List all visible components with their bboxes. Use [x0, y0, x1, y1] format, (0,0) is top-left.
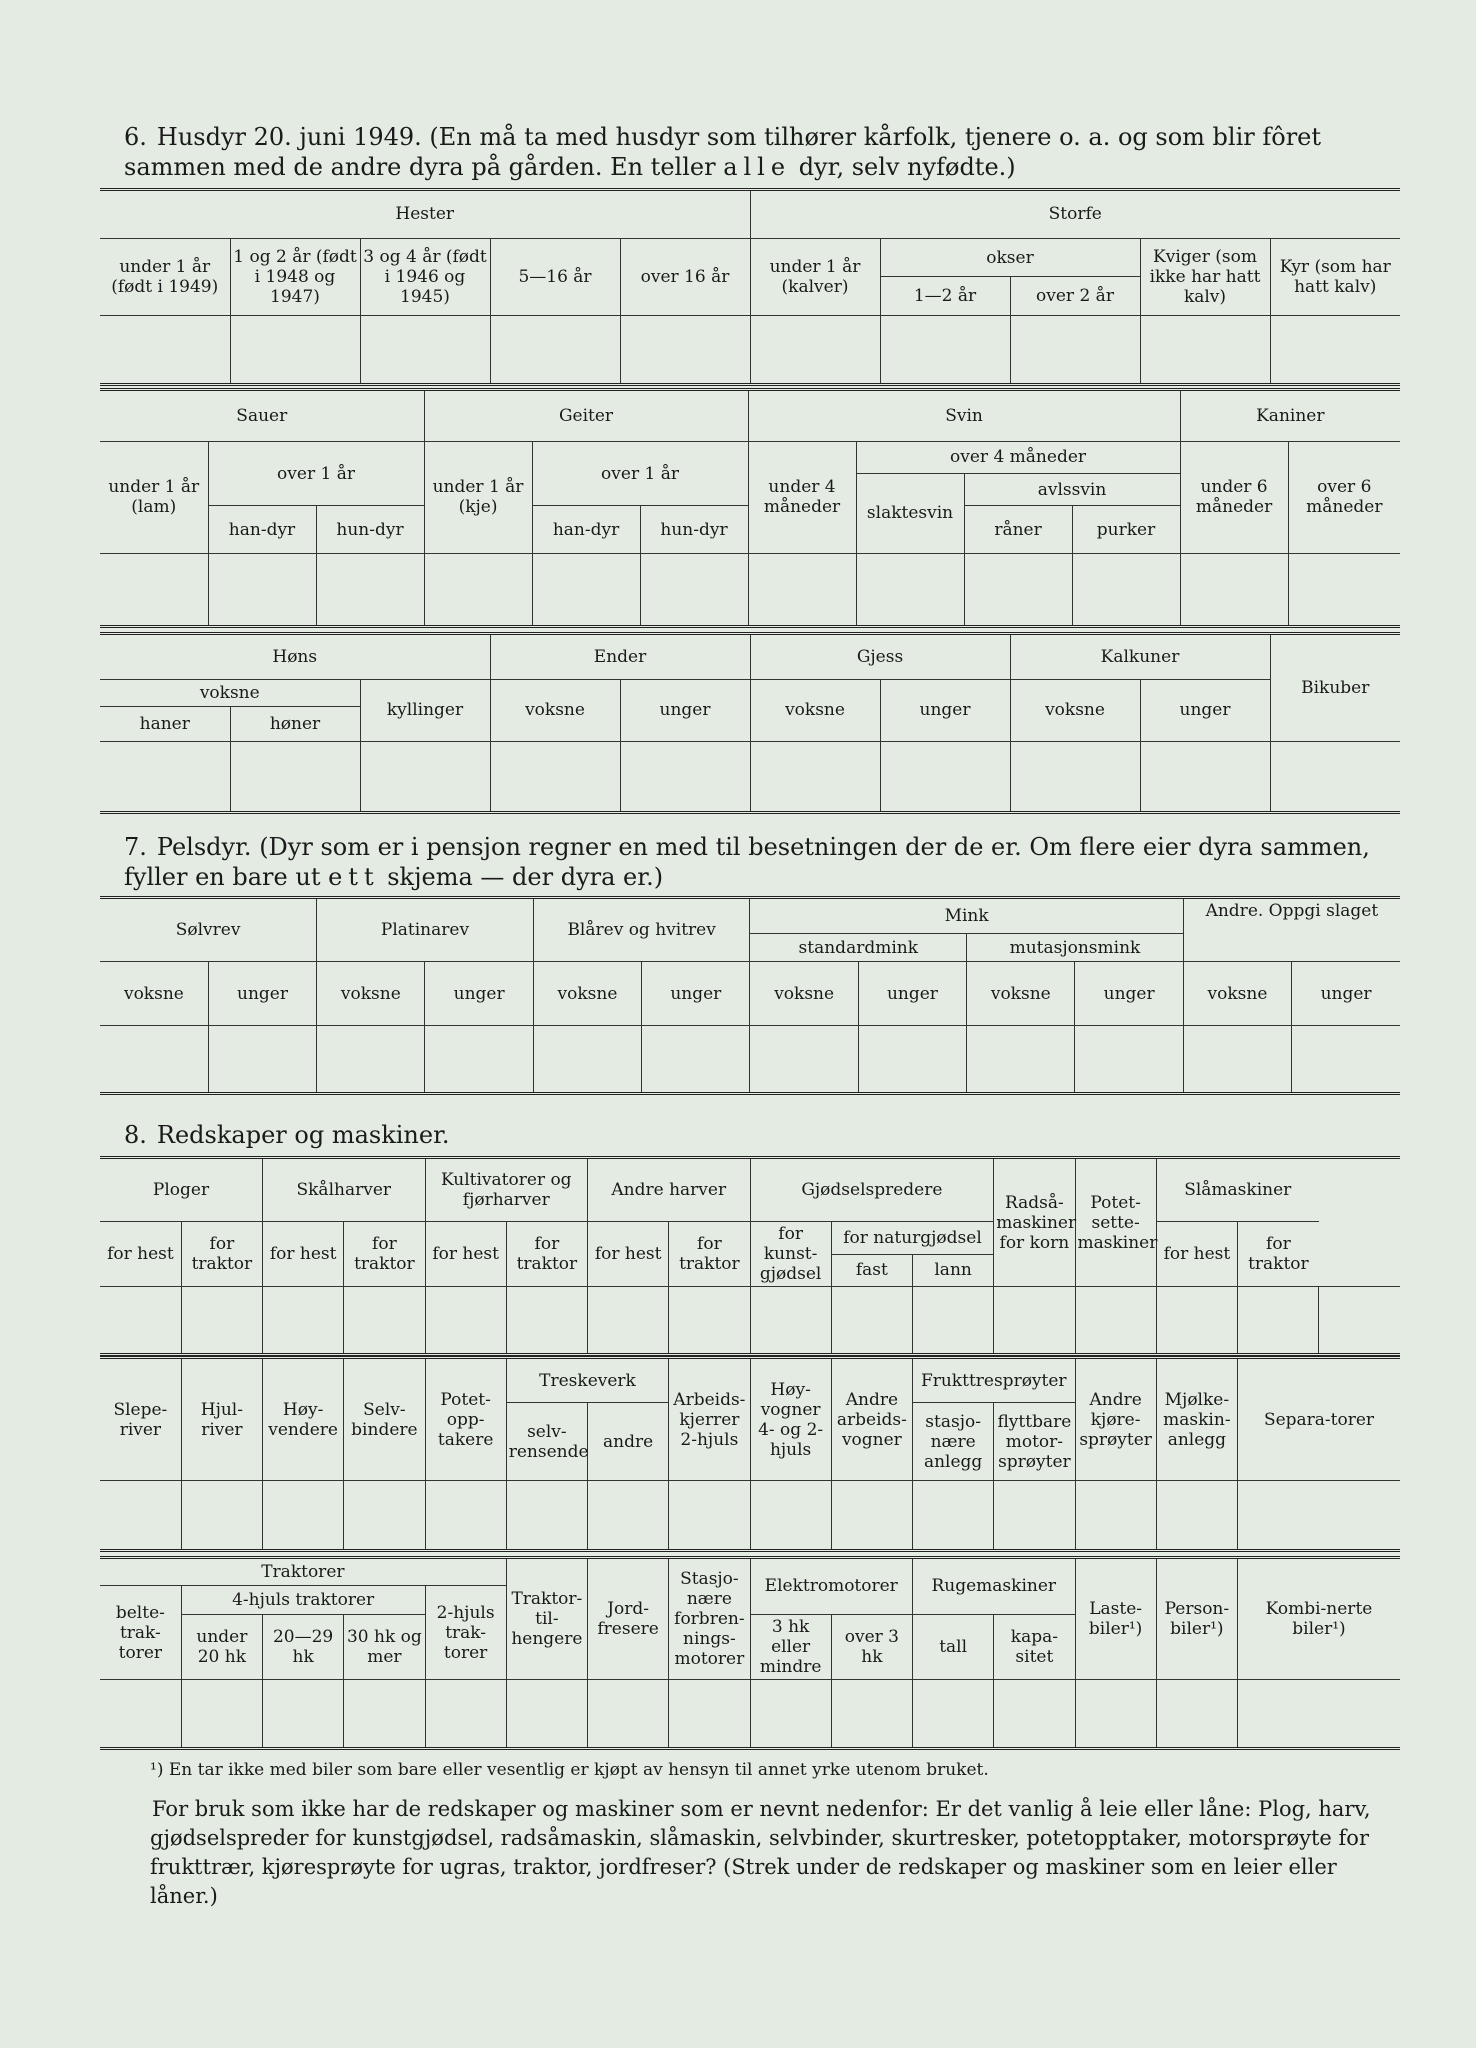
input-cell[interactable] — [425, 1026, 533, 1094]
input-cell[interactable] — [100, 1481, 181, 1551]
input-cell[interactable] — [360, 315, 490, 384]
input-cell[interactable] — [880, 315, 1010, 384]
col-kje: under 1 år (kje) — [424, 441, 532, 553]
section-8-heading: 8. Redskaper og maskiner. — [124, 1121, 450, 1149]
input-cell[interactable] — [100, 742, 230, 813]
col-potetsettemaskiner: Potet-sette-maskiner — [1075, 1158, 1156, 1287]
input-cell[interactable] — [750, 1026, 858, 1094]
table-redskaper-3 — [100, 1556, 1400, 1750]
header-sau-over1: over 1 år — [208, 441, 424, 506]
col-sau-hundyr: hun-dyr — [316, 506, 424, 553]
input-cell[interactable] — [1140, 315, 1270, 384]
header-gjodselspredere: Gjødselspredere — [750, 1158, 994, 1222]
input-cell[interactable] — [100, 1026, 208, 1094]
col-ender-unger: unger — [620, 679, 750, 741]
header-okser: okser — [880, 238, 1140, 277]
input-cell[interactable] — [1075, 1481, 1156, 1551]
input-cell[interactable] — [424, 553, 532, 626]
input-cell[interactable] — [1156, 1481, 1237, 1551]
col-hest-3-4: 3 og 4 år (født i 1946 og 1945) — [360, 238, 490, 315]
input-cell[interactable] — [263, 1287, 344, 1355]
input-cell[interactable] — [994, 1680, 1075, 1749]
col-voksne: voksne — [100, 962, 208, 1026]
input-cell[interactable] — [344, 1481, 425, 1551]
input-cell[interactable] — [1075, 1287, 1156, 1355]
input-cell[interactable] — [532, 553, 640, 626]
col-2hjuls-traktorer: 2-hjuls trak-torer — [425, 1586, 506, 1680]
col-personbiler: Person-biler¹) — [1156, 1558, 1237, 1680]
header-treskeverk: Treskeverk — [506, 1358, 669, 1403]
col-radsamaskiner: Radså-maskiner for korn — [994, 1158, 1075, 1287]
col-hoyvogner: Høy-vogner 4- og 2-hjuls — [750, 1358, 831, 1481]
col-hest-under1: under 1 år (født i 1949) — [100, 238, 230, 315]
col-for-traktor: for traktor — [181, 1222, 262, 1287]
input-cell[interactable] — [640, 553, 748, 626]
input-cell[interactable] — [1270, 742, 1400, 813]
col-potetopptakere: Potet-opp-takere — [425, 1358, 506, 1481]
input-cell[interactable] — [994, 1481, 1075, 1551]
col-purker: purker — [1072, 506, 1180, 553]
col-voksne: voksne — [967, 962, 1075, 1026]
header-andre-harver: Andre harver — [588, 1158, 751, 1222]
col-hoyvendere: Høy-vendere — [263, 1358, 344, 1481]
col-for-hest: for hest — [263, 1222, 344, 1287]
header-gjess: Gjess — [750, 634, 1010, 680]
input-cell[interactable] — [344, 1680, 425, 1749]
input-cell[interactable] — [506, 1481, 587, 1551]
input-cell[interactable] — [1010, 315, 1140, 384]
col-for-traktor: for traktor — [344, 1222, 425, 1287]
input-cell[interactable] — [1072, 553, 1180, 626]
input-cell[interactable] — [1183, 1026, 1291, 1094]
input-cell[interactable] — [858, 1026, 966, 1094]
col-selvrensende: selv-rensende — [506, 1403, 587, 1481]
header-geit-over1: over 1 år — [532, 441, 748, 506]
col-unger: unger — [642, 962, 750, 1026]
input-cell[interactable] — [856, 553, 964, 626]
input-cell[interactable] — [360, 742, 490, 813]
header-storfe: Storfe — [750, 190, 1400, 239]
input-cell[interactable] — [750, 315, 880, 384]
input-cell[interactable] — [181, 1287, 262, 1355]
col-lastebiler: Laste-biler¹) — [1075, 1558, 1156, 1680]
input-cell[interactable] — [425, 1481, 506, 1551]
col-svin-under4: under 4 måneder — [748, 441, 856, 553]
input-cell[interactable] — [490, 742, 620, 813]
header-kultivatorer: Kultivatorer og fjørharver — [425, 1158, 588, 1222]
col-kanin-under6: under 6 måneder — [1180, 441, 1288, 553]
header-4hjuls-traktorer: 4-hjuls traktorer — [181, 1586, 425, 1614]
header-sauer: Sauer — [100, 390, 424, 442]
input-cell[interactable] — [748, 553, 856, 626]
input-cell[interactable] — [588, 1680, 669, 1749]
input-cell[interactable] — [506, 1287, 587, 1355]
input-cell[interactable] — [181, 1481, 262, 1551]
col-30hk-og-mer: 30 hk og mer — [344, 1614, 425, 1680]
col-kjoresproyter: Andre kjøre-sprøyter — [1075, 1358, 1156, 1481]
col-kalkuner-voksne: voksne — [1010, 679, 1140, 741]
header-mutasjonsmink: mutasjonsmink — [967, 934, 1184, 962]
input-cell[interactable] — [100, 315, 230, 384]
input-cell[interactable] — [100, 1680, 181, 1749]
table-redskaper-1 — [100, 1156, 1400, 1356]
input-cell[interactable] — [669, 1287, 750, 1355]
header-traktorer: Traktorer — [100, 1558, 506, 1586]
input-cell[interactable] — [913, 1287, 994, 1355]
header-slamaskiner: Slåmaskiner — [1156, 1158, 1319, 1222]
input-cell[interactable] — [344, 1287, 425, 1355]
input-cell[interactable] — [1010, 742, 1140, 813]
input-cell[interactable] — [506, 1680, 587, 1749]
header-naturgjodsel: for naturgjødsel — [831, 1222, 994, 1255]
input-cell[interactable] — [100, 553, 208, 626]
col-kviger: Kviger (som ikke har hatt kalv) — [1140, 238, 1270, 315]
input-cell[interactable] — [1156, 1287, 1237, 1355]
header-andre-pelsdyr: Andre. Oppgi slaget — [1183, 898, 1400, 962]
col-treskeverk-andre: andre — [588, 1403, 669, 1481]
col-geit-hundyr: hun-dyr — [640, 506, 748, 553]
input-cell[interactable] — [967, 1026, 1075, 1094]
header-svin: Svin — [748, 390, 1180, 442]
input-cell[interactable] — [1140, 742, 1270, 813]
col-tall: tall — [913, 1614, 994, 1680]
input-cell[interactable] — [533, 1026, 641, 1094]
input-cell[interactable] — [230, 742, 360, 813]
header-svin-over4: over 4 måneder — [856, 441, 1180, 473]
col-voksne: voksne — [317, 962, 425, 1026]
input-cell[interactable] — [1180, 553, 1288, 626]
col-arbeidsvogner: Andre arbeids-vogner — [831, 1358, 912, 1481]
col-3hk-eller-mindre: 3 hk eller mindre — [750, 1614, 831, 1680]
input-cell[interactable] — [669, 1680, 750, 1749]
col-voksne: voksne — [1183, 962, 1291, 1026]
footnote: ¹) En tar ikke med biler som bare eller vesentlig er kjøpt av hensyn til annet yrke utenom bruket. — [150, 1760, 989, 1780]
input-cell[interactable] — [1238, 1481, 1401, 1551]
header-ender: Ender — [490, 634, 750, 680]
input-cell[interactable] — [831, 1680, 912, 1749]
header-hester: Hester — [100, 190, 750, 239]
col-sau-handyr: han-dyr — [208, 506, 316, 553]
header-rugemaskiner: Rugemaskiner — [913, 1558, 1076, 1615]
col-gjess-unger: unger — [880, 679, 1010, 741]
header-blarev: Blårev og hvitrev — [533, 898, 750, 962]
table-pelsdyr — [100, 896, 1400, 1095]
input-cell[interactable] — [1292, 1026, 1400, 1094]
col-slaktesvin: slaktesvin — [856, 474, 964, 554]
header-geiter: Geiter — [424, 390, 748, 442]
input-cell[interactable] — [913, 1481, 994, 1551]
input-cell[interactable] — [263, 1481, 344, 1551]
input-cell[interactable] — [620, 742, 750, 813]
input-cell[interactable] — [230, 315, 360, 384]
col-beltetraktorer: belte-trak-torer — [100, 1586, 181, 1680]
header-avlssvin: avlssvin — [964, 474, 1180, 506]
instruction-paragraph: For bruk som ikke har de redskaper og maskiner som er nevnt nedenfor: Er det vanlig å leie eller låne: Plog, harv, gjødselspreder for kunstgjødsel, radsåmaskin, slåmaskin, selvbinder, skurtresker, potetopptaker, motorsprøyte for frukttrær, kjøresprøyte for ugras, traktor, jordfreser? (Strek under de redskaper og maskiner som en leier eller låner.) — [150, 1797, 1371, 1908]
col-okser-1-2: 1—2 år — [880, 277, 1010, 316]
col-for-hest: for hest — [425, 1222, 506, 1287]
col-haner: haner — [100, 706, 230, 741]
input-cell[interactable] — [1156, 1680, 1237, 1749]
header-hons-voksne: voksne — [100, 679, 360, 706]
col-kombinerte-biler: Kombi-nerte biler¹) — [1238, 1558, 1401, 1680]
header-elektromotorer: Elektromotorer — [750, 1558, 913, 1615]
input-cell[interactable] — [750, 1287, 831, 1355]
input-cell[interactable] — [490, 315, 620, 384]
col-unger: unger — [425, 962, 533, 1026]
col-unger: unger — [858, 962, 966, 1026]
header-kalkuner: Kalkuner — [1010, 634, 1270, 680]
col-kyllinger: kyllinger — [360, 679, 490, 741]
header-standardmink: standardmink — [750, 934, 967, 962]
col-for-traktor: for traktor — [669, 1222, 750, 1287]
input-cell[interactable] — [1238, 1680, 1401, 1749]
input-cell[interactable] — [588, 1481, 669, 1551]
input-cell[interactable] — [425, 1680, 506, 1749]
input-cell[interactable] — [316, 553, 424, 626]
input-cell[interactable] — [425, 1287, 506, 1355]
col-kapasitet: kapa-sitet — [994, 1614, 1075, 1680]
input-cell[interactable] — [1238, 1287, 1319, 1355]
col-hest-1-2: 1 og 2 år (født i 1948 og 1947) — [230, 238, 360, 315]
header-skalharver: Skålharver — [263, 1158, 426, 1222]
col-bikuber: Bikuber — [1270, 634, 1400, 742]
input-cell[interactable] — [994, 1287, 1075, 1355]
col-jordfresere: Jord-fresere — [588, 1558, 669, 1680]
input-cell[interactable] — [208, 553, 316, 626]
input-cell[interactable] — [620, 315, 750, 384]
col-hjulriver: Hjul-river — [181, 1358, 262, 1481]
col-selvbindere: Selv-bindere — [344, 1358, 425, 1481]
input-cell[interactable] — [263, 1680, 344, 1749]
input-cell[interactable] — [750, 742, 880, 813]
table-fjorfe — [100, 632, 1400, 814]
input-cell[interactable] — [1270, 315, 1400, 384]
col-20-29hk: 20—29 hk — [263, 1614, 344, 1680]
col-kanin-over6: over 6 måneder — [1288, 441, 1400, 553]
col-hest-over16: over 16 år — [620, 238, 750, 315]
col-raner: råner — [964, 506, 1072, 553]
section-7-heading: 7. Pelsdyr. (Dyr som er i pensjon regner en med til besetningen der de er. Om flere eier dyra sammen, fyller en bare ut ett skjema — der dyra er.) — [124, 833, 1370, 891]
header-frukttresproyter: Frukttresprøyter — [913, 1358, 1076, 1403]
input-cell[interactable] — [913, 1680, 994, 1749]
col-unger: unger — [1292, 962, 1400, 1026]
input-cell[interactable] — [208, 1026, 316, 1094]
col-for-kunstgjodsel: for kunst-gjødsel — [750, 1222, 831, 1287]
col-separatorer: Separa-torer — [1238, 1358, 1401, 1481]
col-lann: lann — [913, 1254, 994, 1287]
col-for-traktor: for traktor — [506, 1222, 587, 1287]
header-solvrev: Sølvrev — [100, 898, 317, 962]
input-cell[interactable] — [880, 742, 1010, 813]
col-kalver: under 1 år (kalver) — [750, 238, 880, 315]
col-mjolkemaskin: Mjølke-maskin-anlegg — [1156, 1358, 1237, 1481]
input-cell[interactable] — [100, 1287, 181, 1355]
col-flyttbare-sproyter: flyttbare motor-sprøyter — [994, 1403, 1075, 1481]
col-under-20hk: under 20 hk — [181, 1614, 262, 1680]
header-kaniner: Kaniner — [1180, 390, 1400, 442]
col-stasjonaere-anlegg: stasjo-nære anlegg — [913, 1403, 994, 1481]
col-arbeidskjerrer: Arbeids-kjerrer 2-hjuls — [669, 1358, 750, 1481]
col-voksne: voksne — [533, 962, 641, 1026]
col-sleperiver: Slepe-river — [100, 1358, 181, 1481]
col-okser-over2: over 2 år — [1010, 277, 1140, 316]
col-over-3hk: over 3 hk — [831, 1614, 912, 1680]
header-hons: Høns — [100, 634, 490, 680]
header-ploger: Ploger — [100, 1158, 263, 1222]
table-hester-storfe — [100, 188, 1400, 386]
col-kalkuner-unger: unger — [1140, 679, 1270, 741]
input-cell[interactable] — [1288, 553, 1400, 626]
col-stasjonaere-motorer: Stasjo-nære forbren-nings-motorer — [669, 1558, 750, 1680]
input-cell[interactable] — [831, 1287, 912, 1355]
col-hest-5-16: 5—16 år — [490, 238, 620, 315]
input-cell[interactable] — [1075, 1680, 1156, 1749]
col-voksne: voksne — [750, 962, 858, 1026]
header-platinarev: Platinarev — [317, 898, 534, 962]
input-cell[interactable] — [964, 553, 1072, 626]
input-cell[interactable] — [588, 1287, 669, 1355]
header-mink: Mink — [750, 898, 1183, 934]
col-traktortilhengere: Traktor-til-hengere — [506, 1558, 587, 1680]
input-cell[interactable] — [669, 1481, 750, 1551]
input-cell[interactable] — [1319, 1287, 1400, 1355]
input-cell[interactable] — [750, 1481, 831, 1551]
col-lam: under 1 år (lam) — [100, 441, 208, 553]
col-ender-voksne: voksne — [490, 679, 620, 741]
col-for-hest: for hest — [100, 1222, 181, 1287]
col-gjess-voksne: voksne — [750, 679, 880, 741]
section-6-heading: 6. Husdyr 20. juni 1949. (En må ta med husdyr som tilhører kårfolk, tjenere o. a. og som blir fôret sammen med de andre dyra på gården. En teller alle dyr, selv nyfødte.) — [124, 123, 1322, 181]
input-cell[interactable] — [750, 1680, 831, 1749]
col-fast: fast — [831, 1254, 912, 1287]
input-cell[interactable] — [831, 1481, 912, 1551]
col-unger: unger — [208, 962, 316, 1026]
input-cell[interactable] — [642, 1026, 750, 1094]
col-for-hest: for hest — [1156, 1222, 1237, 1287]
col-for-traktor: for traktor — [1238, 1222, 1319, 1287]
table-sauer-geiter-svin — [100, 388, 1400, 628]
table-redskaper-2 — [100, 1356, 1400, 1552]
input-cell[interactable] — [1075, 1026, 1183, 1094]
input-cell[interactable] — [317, 1026, 425, 1094]
col-honer: høner — [230, 706, 360, 741]
input-cell[interactable] — [181, 1680, 262, 1749]
col-unger: unger — [1075, 962, 1183, 1026]
col-kyr: Kyr (som har hatt kalv) — [1270, 238, 1400, 315]
col-for-hest: for hest — [588, 1222, 669, 1287]
col-geit-handyr: han-dyr — [532, 506, 640, 553]
